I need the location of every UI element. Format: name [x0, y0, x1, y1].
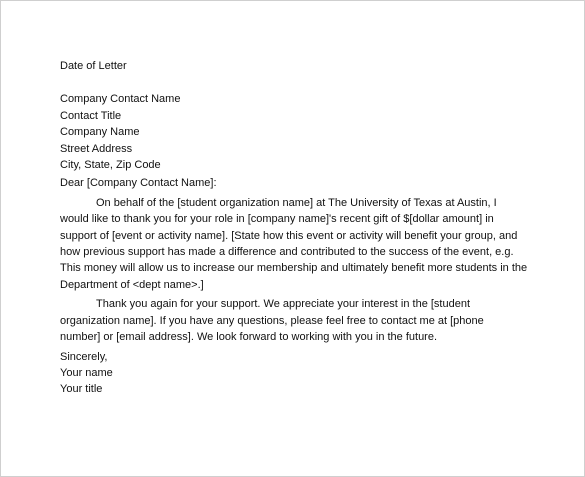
- recipient-company-name: Company Name: [60, 126, 140, 139]
- paragraph-line: would like to thank you for your role in [company name]'s recent gift of $[dollar amount] in: [60, 213, 494, 226]
- recipient-contact-name: Company Contact Name: [60, 93, 181, 106]
- recipient-contact-title: Contact Title: [60, 109, 122, 122]
- paragraph-thanks: [60, 195, 532, 293]
- recipient-address-block: [60, 91, 532, 173]
- salutation: Dear [Company Contact Name]:: [60, 177, 217, 190]
- paragraph-line: Thank you again for your support. We appreciate your interest in the [student: [96, 298, 471, 311]
- valediction: Sincerely,: [60, 350, 108, 363]
- closing-block: [60, 349, 532, 398]
- paragraph-line: number] or [email address]. We look forward to working with you in the future.: [60, 331, 438, 344]
- recipient-city-state-zip: City, State, Zip Code: [60, 159, 161, 172]
- paragraph-line: Department of <dept name>.]: [60, 278, 204, 291]
- letter-date: Date of Letter: [60, 60, 127, 72]
- recipient-street-address: Street Address: [60, 142, 133, 155]
- paragraph-line: On behalf of the [student organization name] at The University of Texas at Austin, I: [96, 196, 497, 209]
- paragraph-line: how previous support has made a difference and contributed to the success of the event, e.g.: [60, 246, 514, 259]
- paragraph-line: This money will allow us to increase our membership and ultimately benefit more students in the: [60, 262, 528, 275]
- letter-body: [60, 58, 532, 398]
- paragraph-line: support of [event or activity name]. [State how this event or activity will benefit your group, and: [60, 229, 518, 242]
- paragraph-support: [60, 296, 532, 345]
- paragraph-line: organization name]. If you have any questions, please feel free to contact me at [phone: [60, 314, 484, 327]
- signer-name: Your name: [60, 366, 113, 379]
- signer-title: Your title: [60, 383, 103, 396]
